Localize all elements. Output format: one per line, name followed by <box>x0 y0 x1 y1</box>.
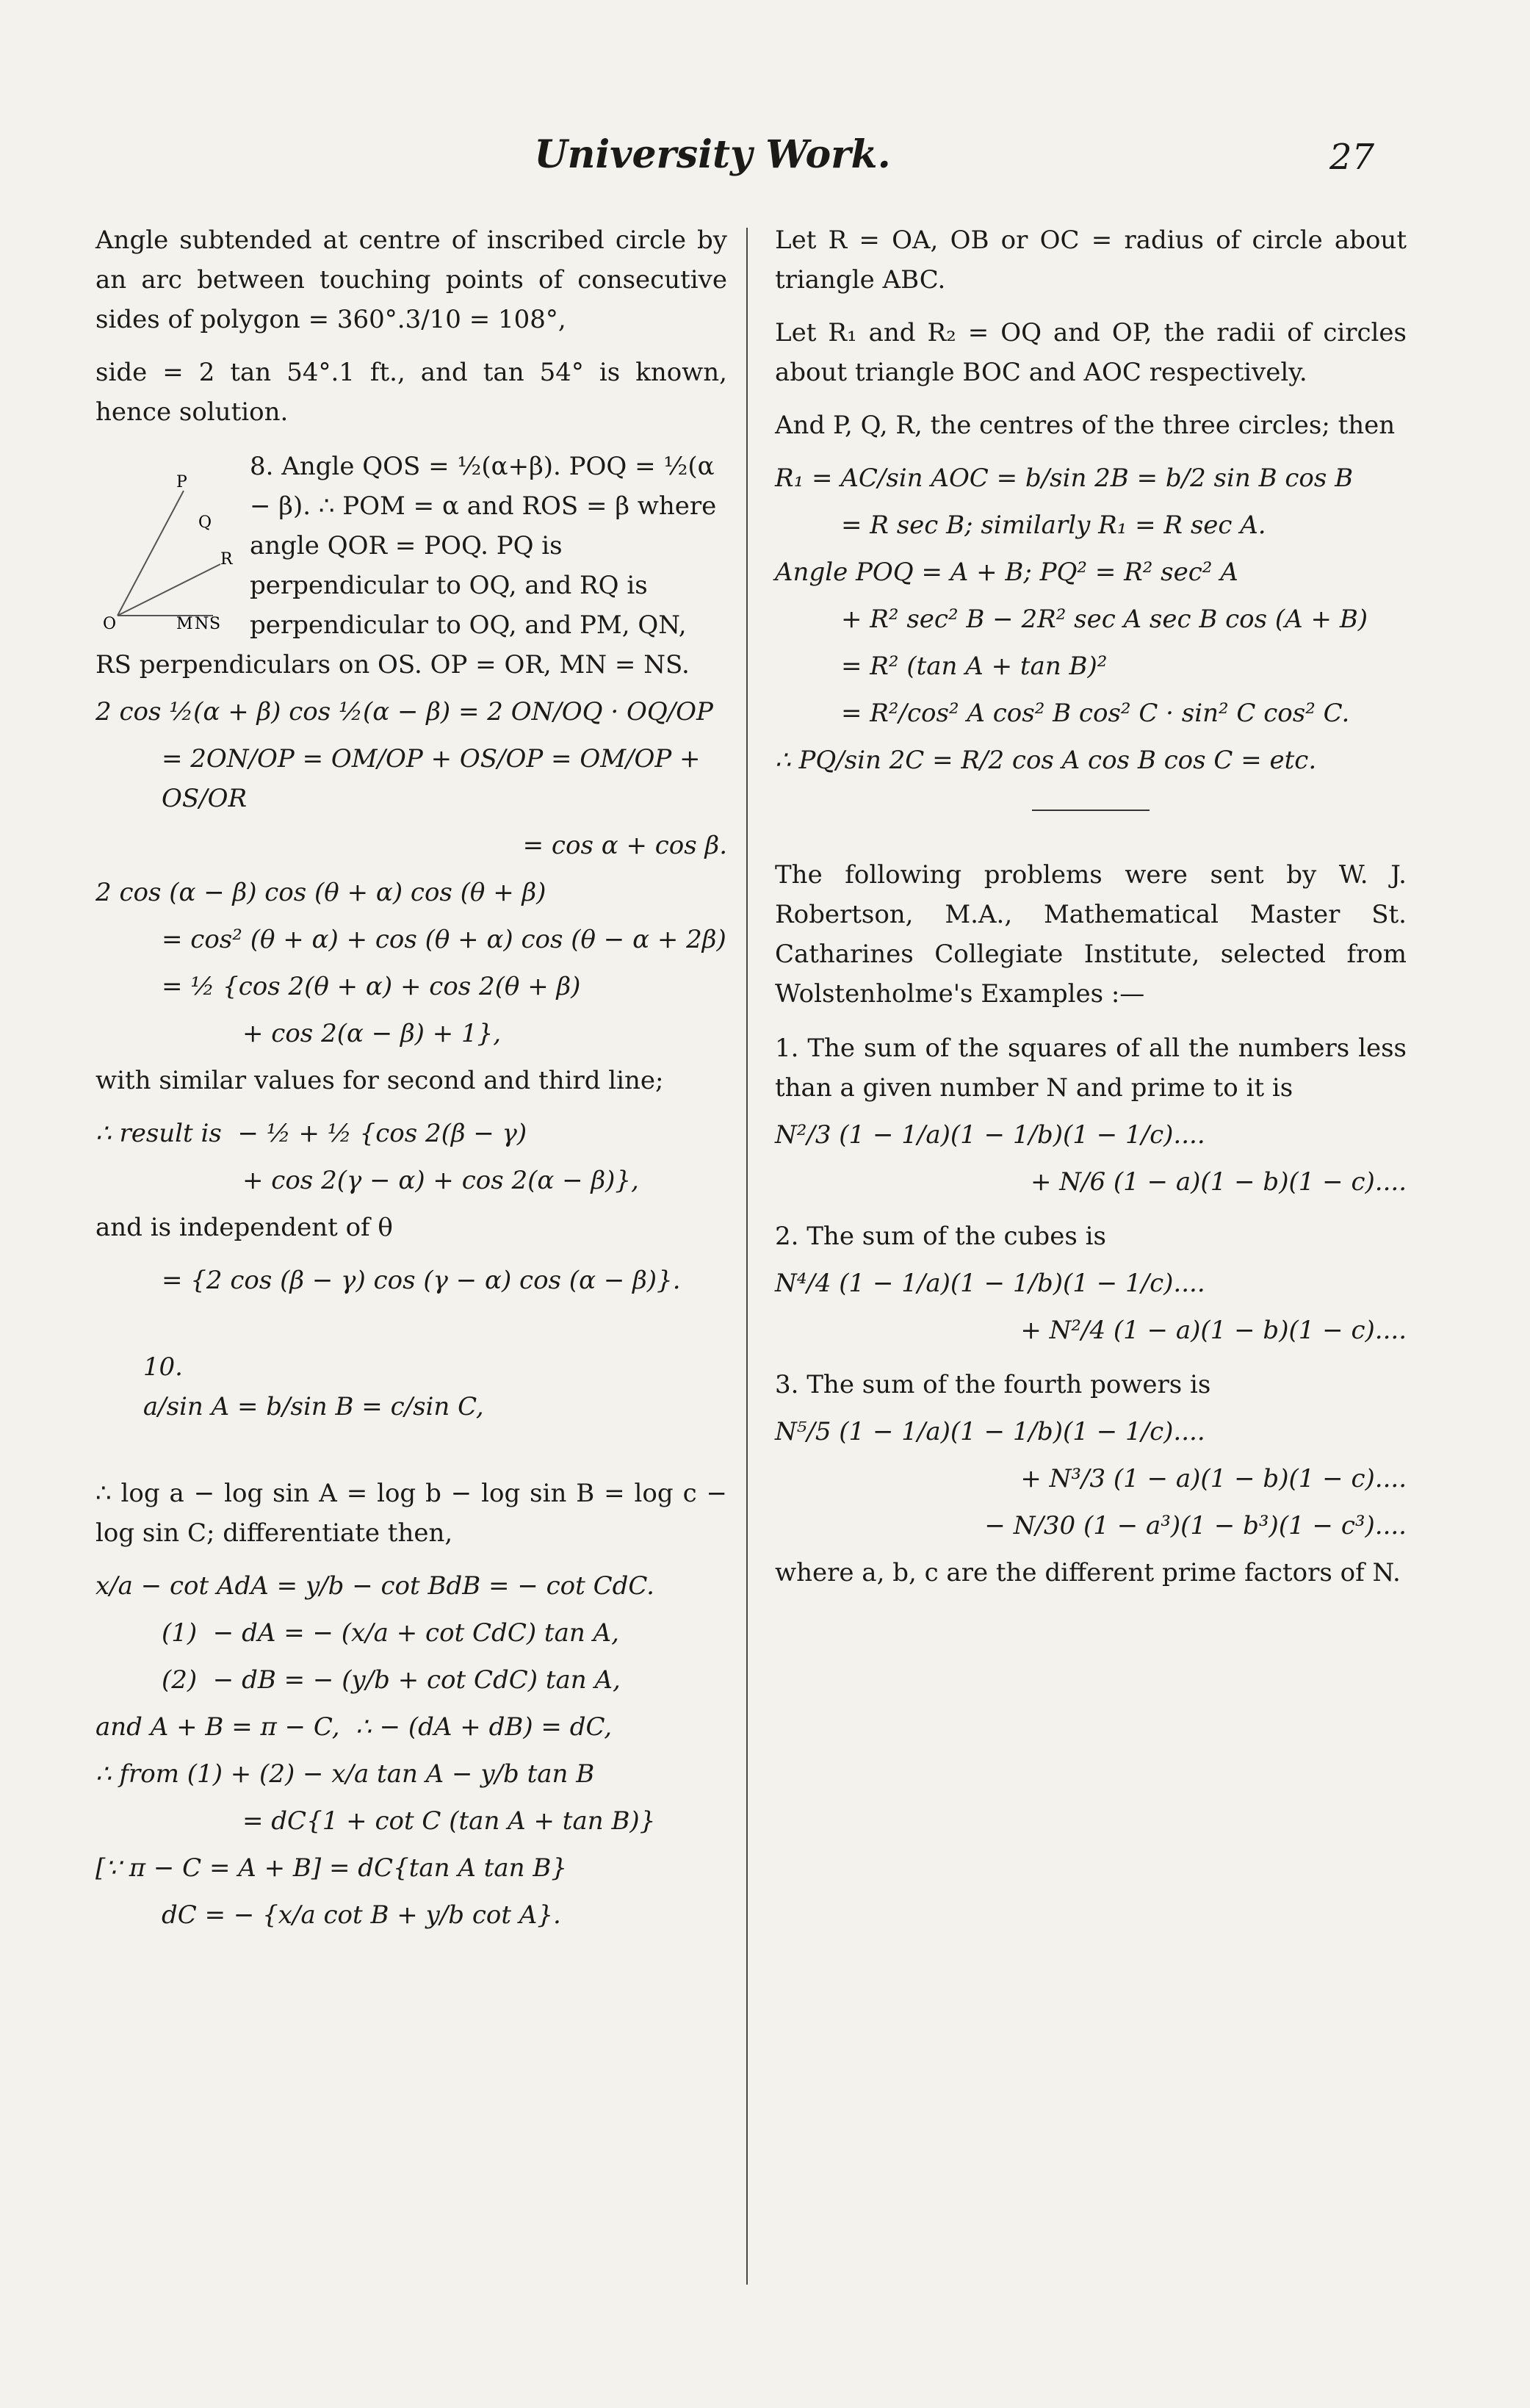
figure-label-o: O <box>103 615 117 630</box>
eq-expand-3: + cos 2(α − β) + 1}, <box>242 1019 502 1048</box>
eq-ratio-sum: = 2ON/OP = OM/OP + OS/OP = OM/OP + OS/OR <box>162 744 709 813</box>
eq-triple-cos: 2 cos (α − β) cos (θ + α) cos (θ + β) <box>95 878 546 907</box>
eq-r1: R₁ = AC/sin AOC = b/sin 2B = b/2 sin B cos B <box>775 464 1354 493</box>
eq-result-cont: + cos 2(γ − α) + cos 2(α − β)}, <box>242 1166 639 1195</box>
right-paragraph-prime-factors: where a, b, c are the different prime factors of N. <box>775 1558 1401 1587</box>
eq-sin-cos: = R²/cos² A cos² B cos² C · sin² C cos² C. <box>841 699 1350 728</box>
eq-expand-1: = cos² (θ + α) + cos (θ + α) cos (θ − α + 2β) <box>162 925 726 954</box>
eq-sine-rule: a/sin A = b/sin B = c/sin C, <box>142 1392 484 1421</box>
eq-dc-final: dC = − {x/a cot B + y/b cot A}. <box>162 1900 561 1930</box>
page-number: 27 <box>1329 137 1375 178</box>
problem-3-eq-2: + N³/3 (1 − a)(1 − b)(1 − c).... <box>1020 1464 1407 1493</box>
right-paragraph-radius: Let R = OA, OB or OC = radius of circle about triangle ABC. <box>775 226 1407 295</box>
eq-db: (2) − dB = − (y/b + cot CdC) tan A, <box>162 1665 621 1695</box>
eq-expand-2: = ½ {cos 2(θ + α) + cos 2(θ + β) <box>162 972 581 1001</box>
problem-3-eq-1: N⁵/5 (1 − 1/a)(1 − 1/b)(1 − 1/c).... <box>775 1417 1205 1446</box>
problem-2-eq-2: + N²/4 (1 − a)(1 − b)(1 − c).... <box>1020 1316 1407 1345</box>
right-paragraph-radii: Let R₁ and R₂ = OQ and OP, the radii of circles about triangle BOC and AOC respectively. <box>775 318 1407 387</box>
figure-label-s: S <box>209 615 221 630</box>
geometry-figure <box>95 447 235 630</box>
figure-lines <box>95 447 235 630</box>
figure-label-n: N <box>195 615 209 630</box>
left-paragraph-log: ∴ log a − log sin A = log b − log sin B = log c − log sin C; differentiate then, <box>95 1479 727 1548</box>
problem-2: 2. The sum of the cubes is <box>775 1222 1106 1251</box>
running-header-title: University Work. <box>534 132 891 177</box>
eq-dc-2: [∵ π − C = A + B] = dC{tan A tan B} <box>95 1853 567 1883</box>
figure-label-r: R <box>220 550 233 569</box>
problem-3-eq-3: − N/30 (1 − a³)(1 − b³)(1 − c³).... <box>984 1511 1407 1540</box>
eq-differential: x/a − cot AdA = y/b − cot BdB = − cot CdC. <box>95 1571 654 1601</box>
problem-10-number: 10. <box>142 1352 183 1382</box>
problem-10 <box>95 1308 727 1466</box>
problem-8-text: Angle QOS = ½(α+β). POQ = ½(α − β). ∴ POM = α and ROS = β where angle QOR = POQ. PQ is perpendicular to OQ, and RQ is perpendicular to OQ, and PM, QN, RS perpendiculars on OS. OP = OR, MN = NS. <box>95 452 717 679</box>
problem-3: 3. The sum of the fourth powers is <box>775 1370 1211 1399</box>
eq-result: ∴ result is − ½ + ½ {cos 2(β − γ) <box>95 1119 527 1148</box>
eq-cos-sum: = cos α + cos β. <box>522 831 727 860</box>
figure-label-p: P <box>176 473 187 491</box>
left-paragraph-side: side = 2 tan 54°.1 ft., and tan 54° is known, hence solution. <box>95 358 727 427</box>
problem-8-number: 8. <box>250 452 274 481</box>
eq-angle-poq: Angle POQ = A + B; PQ² = R² sec² A <box>775 558 1238 587</box>
eq-r-sec: = R sec B; similarly R₁ = R sec A. <box>841 511 1266 540</box>
section-rule <box>1032 810 1150 811</box>
right-paragraph-centres: And P, Q, R, the centres of the three circles; then <box>775 411 1396 440</box>
left-paragraph-polygon: Angle subtended at centre of inscribed circle by an arc between touching points of consecutive sides of polygon = 360°.3/10 = 108°, <box>95 226 727 334</box>
eq-pq-expand: + R² sec² B − 2R² sec A sec B cos (A + B) <box>841 605 1368 634</box>
problem-8 <box>95 447 727 685</box>
eq-angle-sum: and A + B = π − C, ∴ − (dA + dB) = dC, <box>95 1712 613 1742</box>
right-column <box>775 220 1407 1606</box>
problem-2-eq-1: N⁴/4 (1 − 1/a)(1 − 1/b)(1 − 1/c).... <box>775 1269 1205 1298</box>
left-column <box>95 220 727 1942</box>
eq-da: (1) − dA = − (x/a + cot CdC) tan A, <box>162 1618 619 1648</box>
eq-dc-1: = dC{1 + cot C (tan A + tan B)} <box>242 1806 656 1836</box>
eq-cos-product: 2 cos ½(α + β) cos ½(α − β) = 2 ON/OQ · OQ/OP <box>95 697 713 727</box>
figure-label-q: Q <box>198 513 212 532</box>
problem-1-eq-2: + N/6 (1 − a)(1 − b)(1 − c).... <box>1030 1167 1407 1197</box>
left-paragraph-similar: with similar values for second and third line; <box>95 1066 664 1095</box>
eq-independent: = {2 cos (β − γ) cos (γ − α) cos (α − β)}. <box>162 1266 681 1295</box>
eq-tan-sum: = R² (tan A + tan B)² <box>841 652 1108 681</box>
figure-label-m: M <box>176 615 193 630</box>
problem-1-eq-1: N²/3 (1 − 1/a)(1 − 1/b)(1 − 1/c).... <box>775 1120 1205 1150</box>
left-paragraph-independent: and is independent of θ <box>95 1213 393 1242</box>
column-divider <box>746 228 748 2285</box>
problem-1: 1. The sum of the squares of all the numbers less than a given number N and prime to it is <box>775 1034 1407 1103</box>
eq-from-1-2: ∴ from (1) + (2) − x/a tan A − y/b tan B <box>95 1759 595 1789</box>
right-paragraph-problems-intro: The following problems were sent by W. J. Robertson, M.A., Mathematical Master St. Catharines Collegiate Institute, selected from Wolstenholme's Examples :— <box>775 860 1407 1009</box>
eq-pq-final: ∴ PQ/sin 2C = R/2 cos A cos B cos C = etc. <box>775 746 1317 775</box>
